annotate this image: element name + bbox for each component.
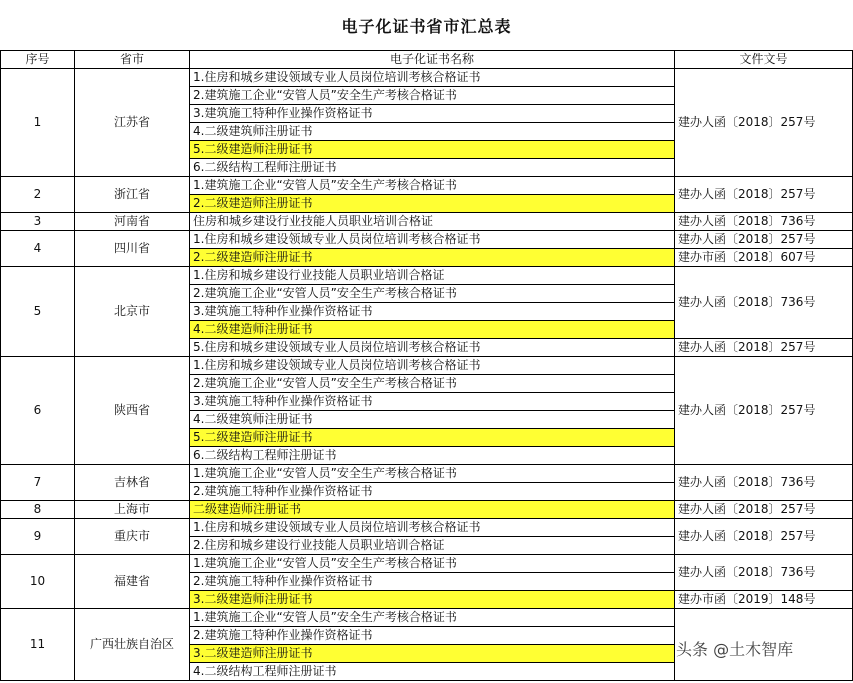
certificate-summary-table bbox=[0, 50, 853, 681]
certificate-name-cell: 3.建筑施工特种作业操作资格证书 bbox=[190, 393, 675, 411]
certificate-name-cell: 1.建筑施工企业“安管人员”安全生产考核合格证书 bbox=[190, 177, 675, 195]
province-cell: 广西壮族自治区 bbox=[75, 609, 190, 681]
table-row bbox=[1, 69, 853, 87]
province-cell: 重庆市 bbox=[75, 519, 190, 555]
certificate-name-cell: 2.建筑施工特种作业操作资格证书 bbox=[190, 627, 675, 645]
certificate-name-cell: 1.住房和城乡建设领域专业人员岗位培训考核合格证书 bbox=[190, 357, 675, 375]
row-index: 5 bbox=[1, 267, 75, 357]
table-row bbox=[1, 465, 853, 483]
certificate-name-cell: 2.住房和城乡建设行业技能人员职业培训合格证 bbox=[190, 537, 675, 555]
certificate-name-cell: 1.建筑施工企业“安管人员”安全生产考核合格证书 bbox=[190, 609, 675, 627]
certificate-name-cell: 3.二级建造师注册证书 bbox=[190, 645, 675, 663]
header-index: 序号 bbox=[1, 51, 75, 69]
certificate-name-cell: 2.二级建造师注册证书 bbox=[190, 249, 675, 267]
document-number-cell: 建办人函〔2018〕257号 bbox=[675, 69, 853, 177]
row-index: 2 bbox=[1, 177, 75, 213]
header-province: 省市 bbox=[75, 51, 190, 69]
header-document-number: 文件文号 bbox=[675, 51, 853, 69]
province-cell: 北京市 bbox=[75, 267, 190, 357]
province-cell: 河南省 bbox=[75, 213, 190, 231]
certificate-name-cell: 2.建筑施工特种作业操作资格证书 bbox=[190, 483, 675, 501]
table-row bbox=[1, 267, 853, 285]
header-row bbox=[1, 51, 853, 69]
certificate-name-cell: 4.二级建筑师注册证书 bbox=[190, 123, 675, 141]
province-cell: 陕西省 bbox=[75, 357, 190, 465]
certificate-name-cell: 4.二级结构工程师注册证书 bbox=[190, 663, 675, 681]
province-cell: 吉林省 bbox=[75, 465, 190, 501]
document-number-cell: 建办人函〔2018〕736号 bbox=[675, 213, 853, 231]
certificate-name-cell: 2.建筑施工特种作业操作资格证书 bbox=[190, 573, 675, 591]
table-row bbox=[1, 501, 853, 519]
province-cell: 四川省 bbox=[75, 231, 190, 267]
certificate-name-cell: 2.建筑施工企业“安管人员”安全生产考核合格证书 bbox=[190, 285, 675, 303]
document-number-cell: 建办市函〔2019〕148号 bbox=[675, 591, 853, 609]
certificate-name-cell: 住房和城乡建设行业技能人员职业培训合格证 bbox=[190, 213, 675, 231]
row-index: 11 bbox=[1, 609, 75, 681]
certificate-name-cell: 6.二级结构工程师注册证书 bbox=[190, 159, 675, 177]
document-number-cell: 建办人函〔2018〕257号 bbox=[675, 519, 853, 555]
certificate-name-cell: 3.二级建造师注册证书 bbox=[190, 591, 675, 609]
certificate-name-cell: 1.住房和城乡建设行业技能人员职业培训合格证 bbox=[190, 267, 675, 285]
table-row bbox=[1, 519, 853, 537]
certificate-name-cell: 1.住房和城乡建设领域专业人员岗位培训考核合格证书 bbox=[190, 231, 675, 249]
row-index: 4 bbox=[1, 231, 75, 267]
row-index: 1 bbox=[1, 69, 75, 177]
certificate-name-cell: 3.建筑施工特种作业操作资格证书 bbox=[190, 105, 675, 123]
header-certificate-name: 电子化证书名称 bbox=[190, 51, 675, 69]
document-number-cell: 建办人函〔2018〕736号 bbox=[675, 465, 853, 501]
province-cell: 上海市 bbox=[75, 501, 190, 519]
certificate-name-cell: 4.二级建造师注册证书 bbox=[190, 321, 675, 339]
document-number-cell: 建办人函〔2018〕736号 bbox=[675, 555, 853, 591]
row-index: 9 bbox=[1, 519, 75, 555]
certificate-name-cell: 1.建筑施工企业“安管人员”安全生产考核合格证书 bbox=[190, 555, 675, 573]
document-number-cell: 建办人函〔2018〕257号 bbox=[675, 501, 853, 519]
certificate-name-cell: 2.二级建造师注册证书 bbox=[190, 195, 675, 213]
row-index: 7 bbox=[1, 465, 75, 501]
table-row bbox=[1, 609, 853, 627]
certificate-name-cell: 二级建造师注册证书 bbox=[190, 501, 675, 519]
document-number-cell: 建办人函〔2018〕257号 bbox=[675, 177, 853, 213]
document-number-cell: 建办市函〔2018〕607号 bbox=[675, 249, 853, 267]
row-index: 10 bbox=[1, 555, 75, 609]
certificate-name-cell: 6.二级结构工程师注册证书 bbox=[190, 447, 675, 465]
certificate-name-cell: 1.住房和城乡建设领域专业人员岗位培训考核合格证书 bbox=[190, 69, 675, 87]
table-row bbox=[1, 357, 853, 375]
certificate-name-cell: 4.二级建筑师注册证书 bbox=[190, 411, 675, 429]
province-cell: 福建省 bbox=[75, 555, 190, 609]
province-cell: 浙江省 bbox=[75, 177, 190, 213]
table-title: 电子化证书省市汇总表 bbox=[341, 17, 512, 36]
certificate-name-cell: 5.二级建造师注册证书 bbox=[190, 429, 675, 447]
table-row bbox=[1, 213, 853, 231]
certificate-name-cell: 5.住房和城乡建设领域专业人员岗位培训考核合格证书 bbox=[190, 339, 675, 357]
document-number-cell: 建办人函〔2018〕257号 bbox=[675, 339, 853, 357]
watermark: 头条 @土木智库 bbox=[676, 640, 794, 659]
certificate-name-cell: 2.建筑施工企业“安管人员”安全生产考核合格证书 bbox=[190, 375, 675, 393]
document-number-cell: 建办人函〔2018〕736号 bbox=[675, 267, 853, 339]
table-row bbox=[1, 231, 853, 249]
table-row bbox=[1, 555, 853, 573]
province-cell: 江苏省 bbox=[75, 69, 190, 177]
row-index: 6 bbox=[1, 357, 75, 465]
certificate-name-cell: 2.建筑施工企业“安管人员”安全生产考核合格证书 bbox=[190, 87, 675, 105]
row-index: 3 bbox=[1, 213, 75, 231]
certificate-name-cell: 5.二级建造师注册证书 bbox=[190, 141, 675, 159]
certificate-name-cell: 1.建筑施工企业“安管人员”安全生产考核合格证书 bbox=[190, 465, 675, 483]
row-index: 8 bbox=[1, 501, 75, 519]
document-number-cell: 建办人函〔2018〕257号 bbox=[675, 357, 853, 465]
table-row bbox=[1, 177, 853, 195]
certificate-name-cell: 3.建筑施工特种作业操作资格证书 bbox=[190, 303, 675, 321]
certificate-name-cell: 1.住房和城乡建设领域专业人员岗位培训考核合格证书 bbox=[190, 519, 675, 537]
document-number-cell: 建办人函〔2018〕257号 bbox=[675, 231, 853, 249]
